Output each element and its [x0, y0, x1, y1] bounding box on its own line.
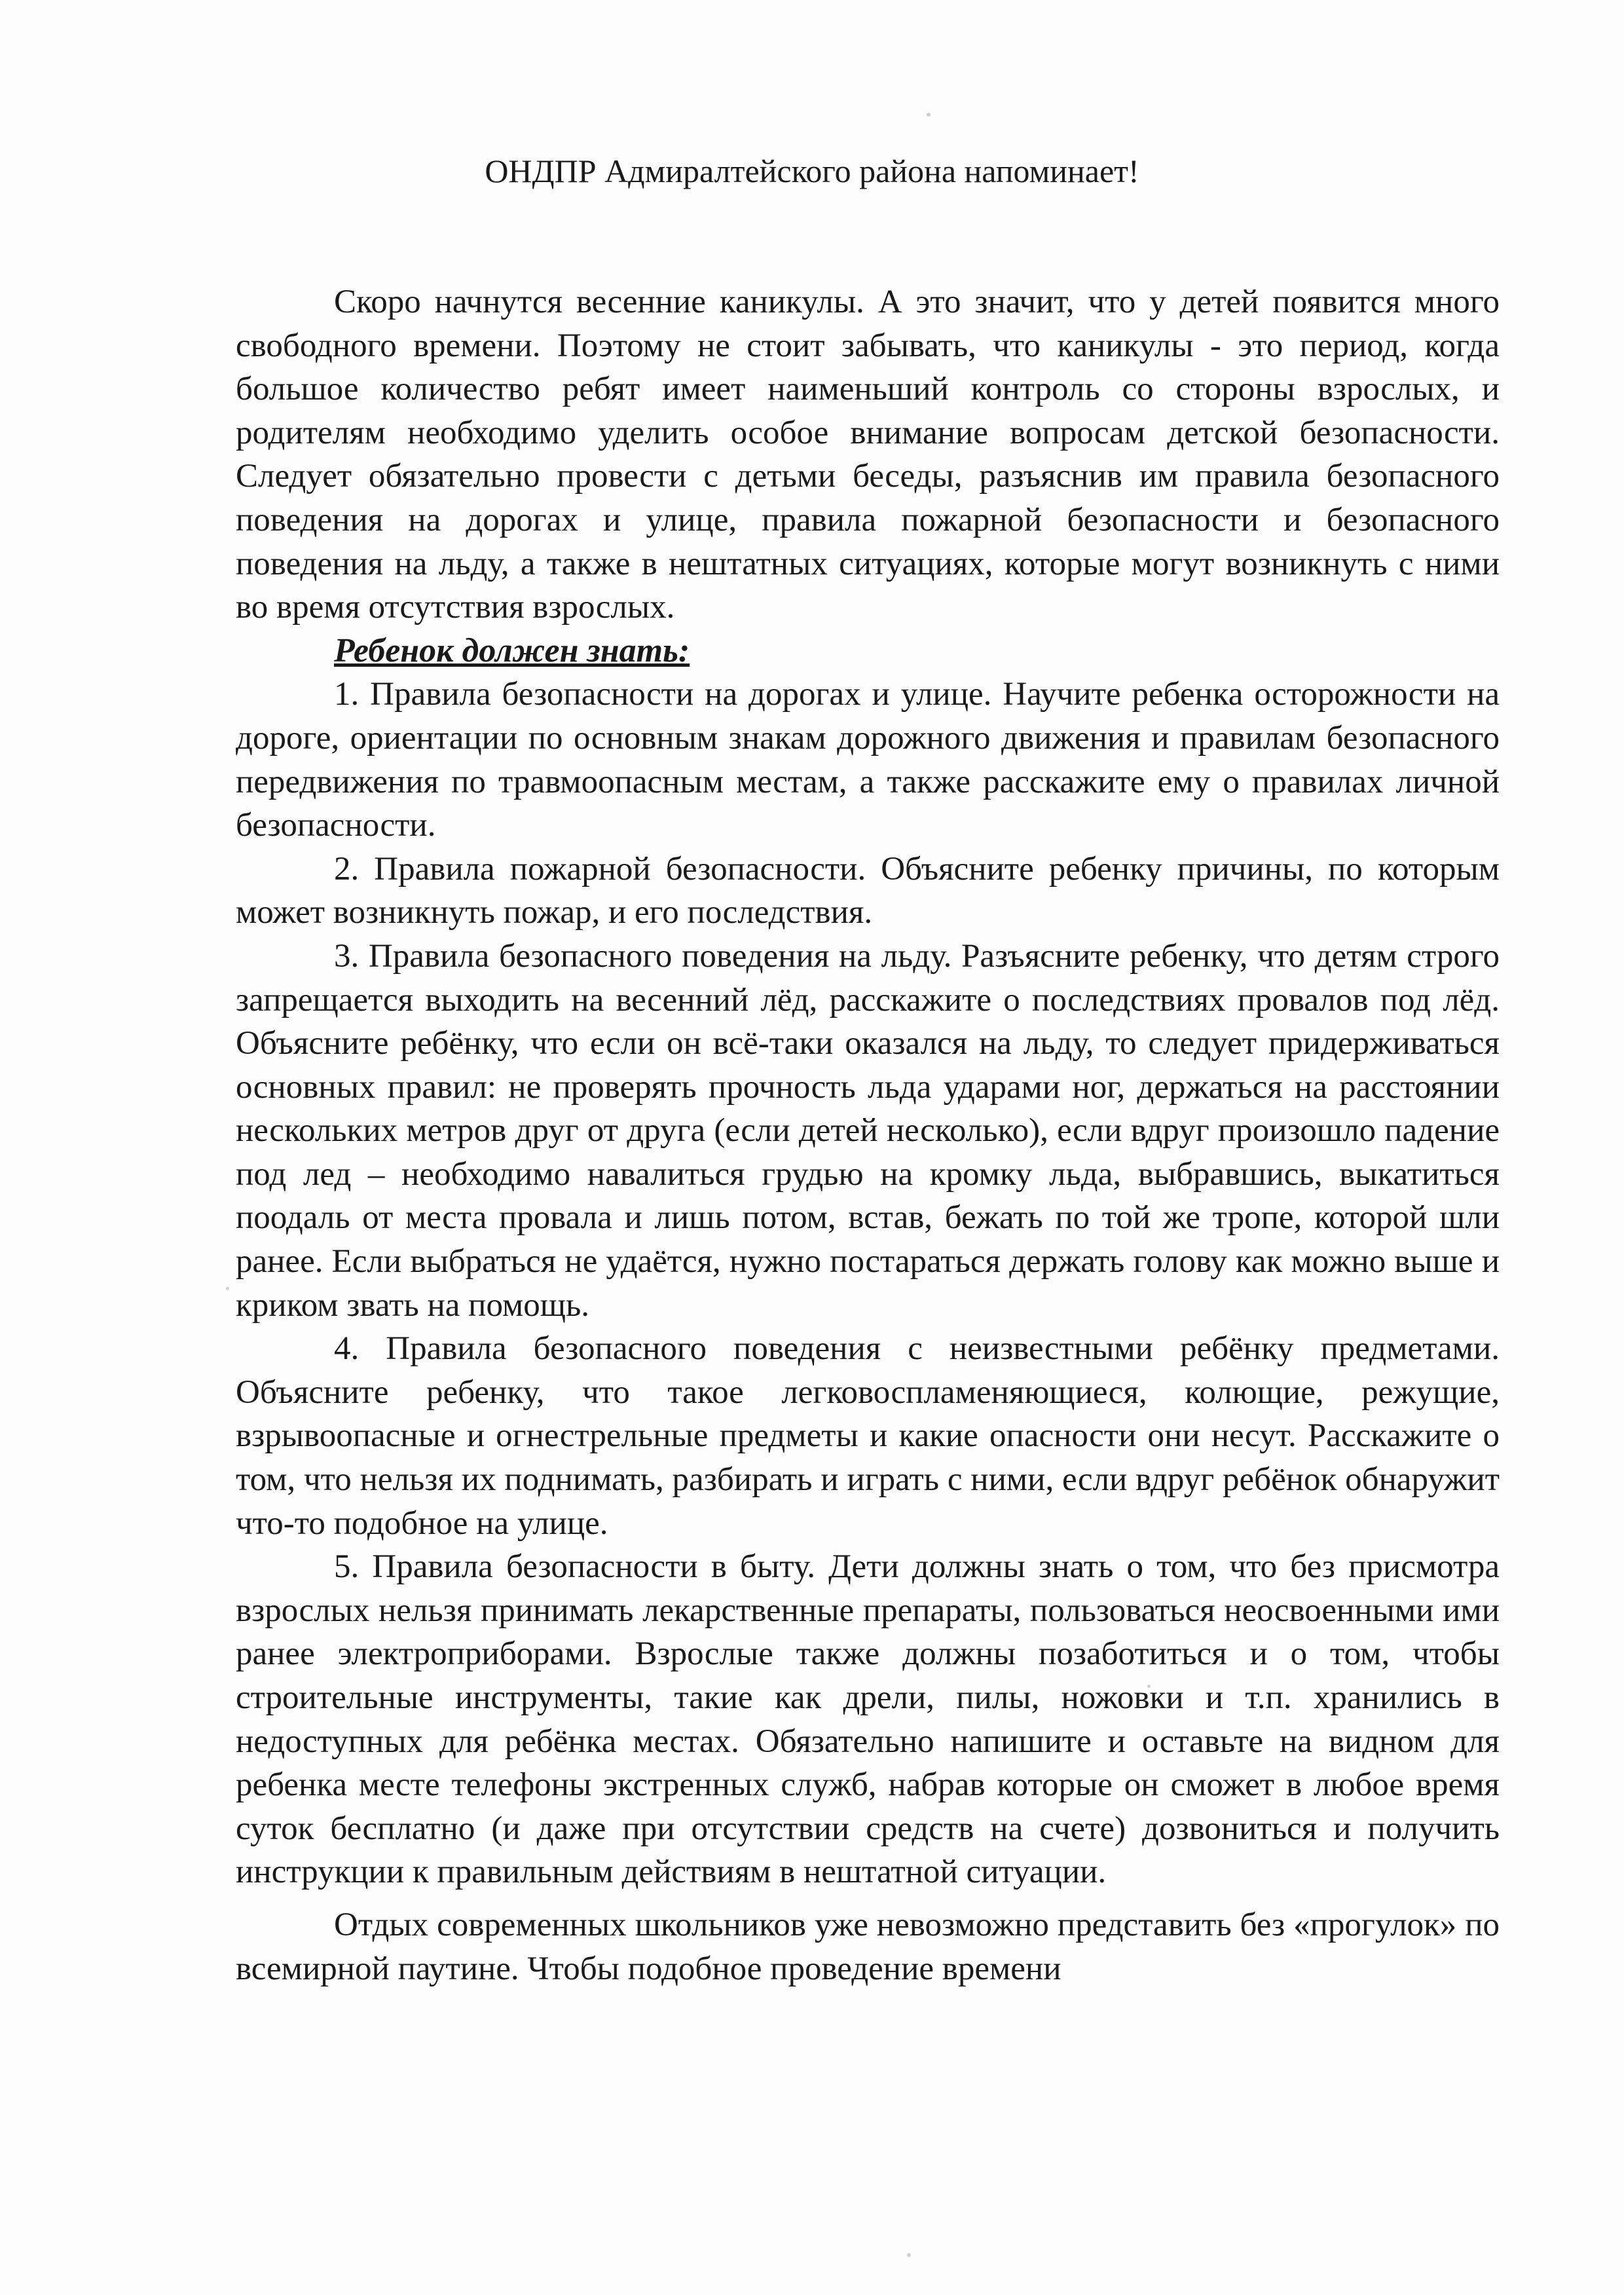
scan-speck [907, 2253, 911, 2257]
list-item-home-safety: 5. Правила безопасности в быту. Дети должны знать о том, что без присмотра взрослых нельзя принимать лекарственные препараты, пользоваться неосвоенными ими ранее электроприборами. Взрослые также должны позаботиться и о том, чтобы строительные инструменты, такие как дрели, пилы, ножовки и т.п. хранились в недоступных для ребёнка местах. Обязательно напишите и оставьте на видном для ребенка месте телефоны экстренных служб, набрав которые он сможет в любое время суток бесплатно (и даже при отсутствии средств на счете) дозвониться и получить инструкции к правильным действиям в нештатной ситуации. [236, 1548, 1500, 1891]
scan-speck [927, 113, 931, 117]
document-title: ОНДПР Адмиралтейского района напоминает! [485, 153, 1139, 189]
scan-speck [226, 1287, 229, 1290]
closing-paragraph: Отдых современных школьников уже невозможно представить без «прогулок» по всемирной паутине. Чтобы подобное проведение времени [236, 1906, 1500, 1987]
list-item-ice-safety: 3. Правила безопасного поведения на льду. Разъясните ребенку, что детям строго запрещается выходить на весенний лёд, расскажите о последствиях провалов под лёд. Объясните ребёнку, что если он всё-таки оказался на льду, то следует придерживаться основных правил: не проверять прочность льда ударами ног, держаться на расстоянии нескольких метров друг от друга (если детей несколько), если вдруг произошло падение под лед – необходимо навалиться грудью на кромку льда, выбравшись, выкатиться поодаль от места провала и лишь потом, встав, бежать по той же тропе, которой шли ранее. Если выбраться не удаётся, нужно постараться держать голову как можно выше и криком звать на помощь. [236, 937, 1500, 1324]
intro-paragraph: Скоро начнутся весенние каникулы. А это значит, что у детей появится много свободного времени. Поэтому не стоит забывать, что каникулы - это период, когда большое количество ребят имеет наименьший контроль со стороны взрослых, и родителям необходимо уделить особое внимание вопросам детской безопасности. Следует обязательно провести с детьми беседы, разъяснив им правила безопасного поведения на дорогах и улице, правила пожарной безопасности и безопасного поведения на льду, а также в нештатных ситуациях, которые могут возникнуть с ними во время отсутствия взрослых. [236, 284, 1500, 626]
section-subheading: Ребенок должен знать: [334, 631, 690, 669]
list-item-road-safety: 1. Правила безопасности на дорогах и улице. Научите ребенка осторожности на дороге, ориентации по основным знакам дорожного движения и правилам безопасного передвижения по травмоопасным местам, а также расскажите ему о правилах личной безопасности. [236, 676, 1500, 844]
list-item-unknown-objects: 4. Правила безопасного поведения с неизвестными ребёнку предметами. Объясните ребенку, что такое легковоспламеняющиеся, колющие, режущие, взрывоопасные и огнестрельные предметы и какие опасности они несут. Расскажите о том, что нельзя их поднимать, разбирать и играть с ними, если вдруг ребёнок обнаружит что-то подобное на улице. [236, 1330, 1500, 1542]
list-item-fire-safety: 2. Правила пожарной безопасности. Объясните ребенку причины, по которым может возникнуть пожар, и его последствия. [236, 850, 1500, 931]
document-body [236, 280, 1500, 1990]
